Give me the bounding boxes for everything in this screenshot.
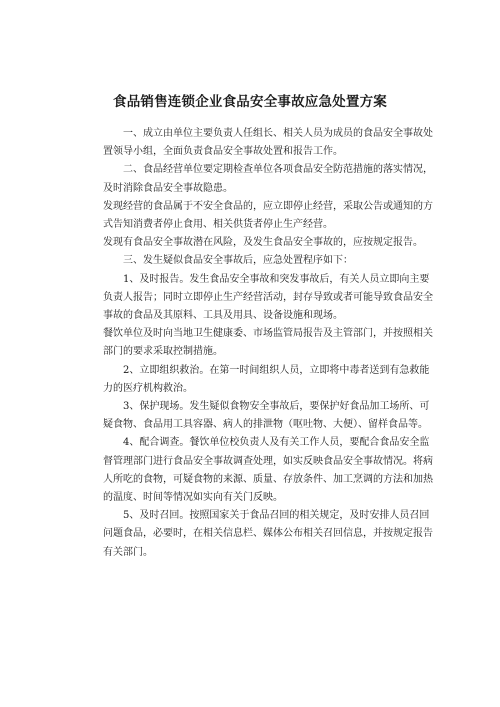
paragraph-3: 发现经营的食品属于不安全食品的，应立即停止经营，采取公告或通知的方式告知消费者停止食用、相关供货者停止生产经营。	[103, 200, 433, 231]
paragraph-6: 1、及时报告。发生食品安全事故和突发事故后，有关人员立即向主要负责人报告；同时立即停止生产经营活动，封存导致或者可能导致食品安全事故的食品及其原料、工具及用具、设备设施和现场。	[103, 273, 433, 322]
paragraph-4: 发现有食品安全事故潜在风险，及发生食品安全事故的，应按规定报告。	[103, 237, 423, 249]
document-title: 食品销售连锁企业食品安全事故应急处置方案	[113, 94, 387, 110]
paragraph-9: 3、保护现场。发生疑似食物安全事故后，要保护好食品加工场所、可疑食物、食品用工具容器、病人的排泄物（呕吐物、大便）、留样食品等。	[103, 401, 430, 431]
paragraph-2: 二、食品经营单位要定期检查单位各项食品安全防范措施的落实情况，及时消除食品安全事故隐患。	[103, 164, 433, 194]
paragraph-7: 餐饮单位及时向当地卫生健康委、市场监管局报告及主管部门，并按照相关部门的要求采取控制措施。	[103, 328, 433, 358]
paragraph-5: 三、发生疑似食品安全事故后，应急处置程序如下：	[123, 255, 353, 267]
paragraph-11: 5、及时召回。按照国家关于食品召回的相关规定，及时安排人员召回问题食品，必要时，在相关信息栏、媒体公布相关召回信息，并按规定报告有关部门。	[103, 510, 433, 558]
paragraph-8: 2、立即组织救治。在第一时间组织人员，立即将中毒者送到有急救能力的医疗机构救治。	[103, 364, 430, 394]
document-body	[103, 125, 433, 562]
paragraph-10: 4、配合调查。餐饮单位校负责人及有关工作人员，要配合食品安全监督管理部门进行食品安全事故调查处理，如实反映食品安全事故情况。将病人所吃的食物，可疑食物的来源、质量、存放条件、加工烹调的方法和加热的温度、时间等情况如实向有关门反映。	[103, 437, 433, 504]
paragraph-1: 一、成立由单位主要负责人任组长、相关人员为成员的食品安全事故处置领导小组，全面负责食品安全事故处置和报告工作。	[103, 128, 433, 158]
